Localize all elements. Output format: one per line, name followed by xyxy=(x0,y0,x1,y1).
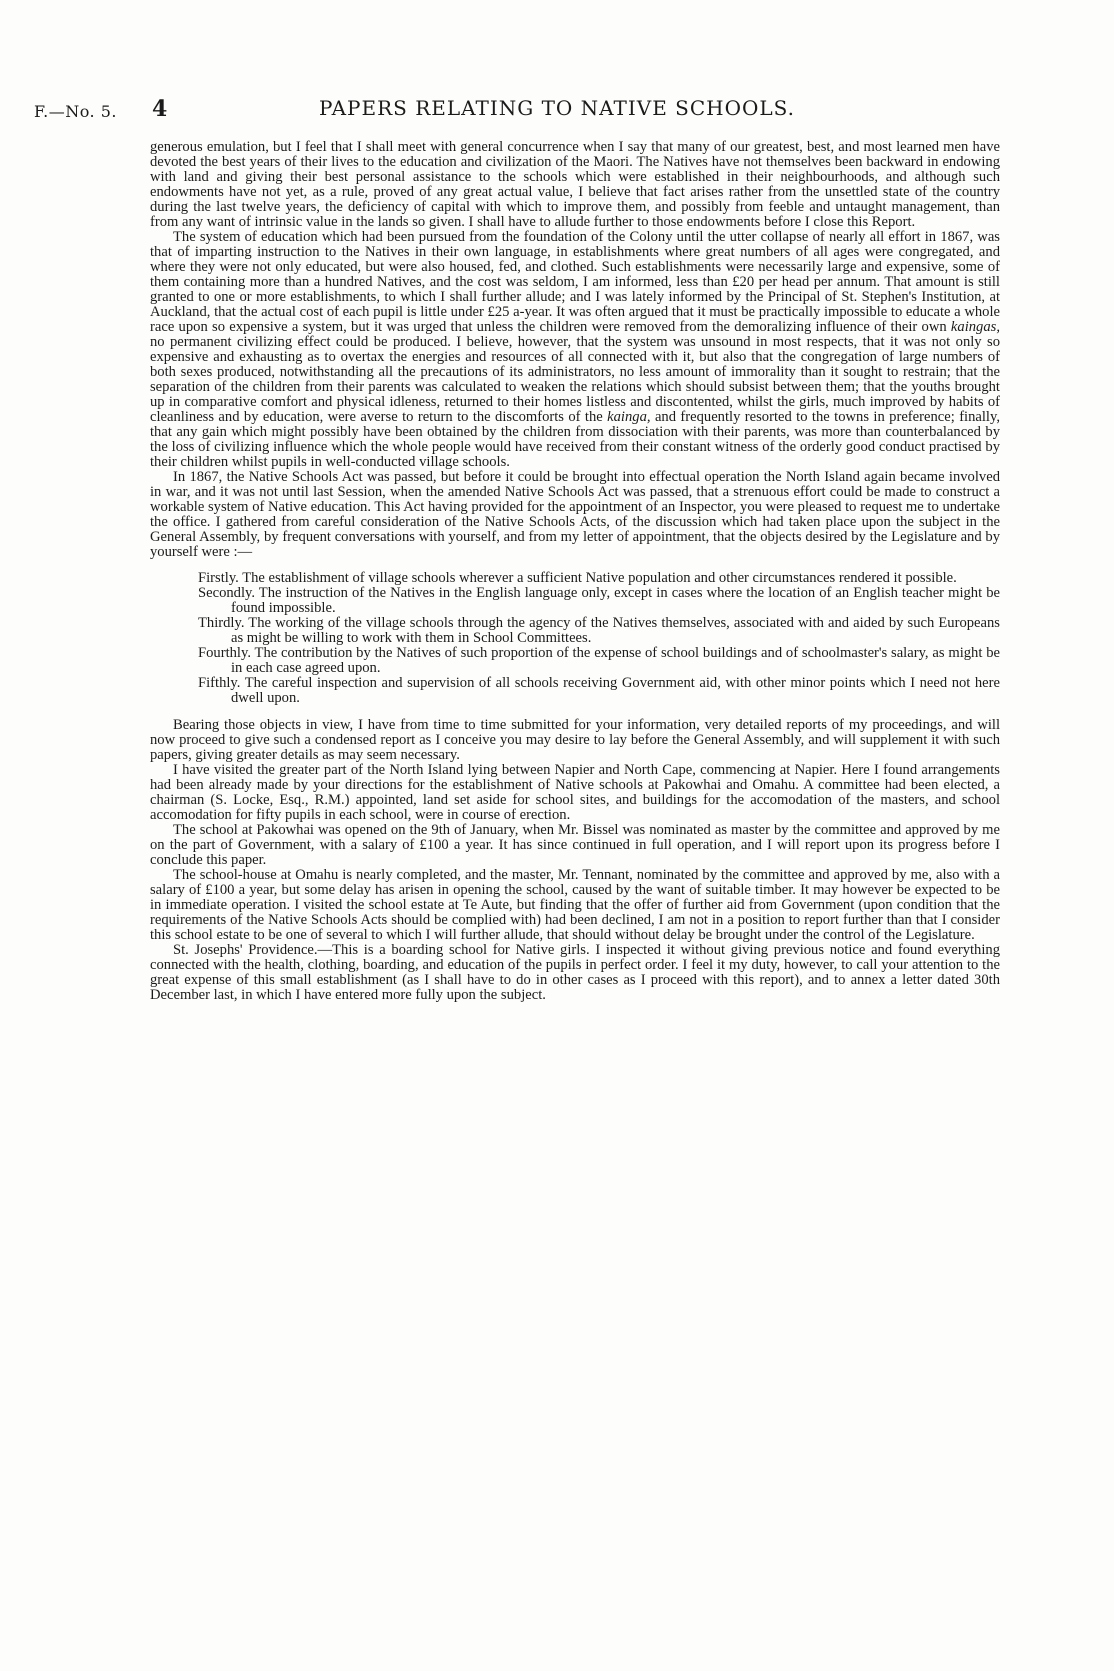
page-header xyxy=(0,96,1114,126)
document-reference: F.—No. 5. xyxy=(34,102,117,121)
running-title: PAPERS RELATING TO NATIVE SCHOOLS. xyxy=(318,96,796,120)
paragraph-system-of-education xyxy=(150,230,1000,470)
list-item: Firstly. The establishment of village schools wherever a sufficient Native population and other circumstances rendered it possible. xyxy=(198,570,957,586)
paragraph-text: The system of education which had been pursued from the foundation of the Colony until the utter collapse of nearly all effort in 1867, was that of imparting instruction to the Natives in their own language, in establishments where great numbers of all ages were congregated, and where they were not only educated, but were also housed, fed, and clothed. Such establishments were necessarily large and expensive, some of them containing more than a hundred Natives, and the cost was seldom, I am informed, less than £20 per head per annum. That amount is still granted to one or more establishments, to which I shall further allude; and I was lately informed by the Principal of St. Stephen's Institution, at Auckland, that the actual cost of each pupil is little under £25 a-year. It was often argued that it must be practically impossible to educate a whole race upon so expensive a system, but it was urged that unless the children were removed from the demoralizing influence of their own xyxy=(150,229,1000,335)
paragraph-bearing-objects: Bearing those objects in view, I have from time to time submitted for your information, very detailed reports of my proceedings, and will now proceed to give such a condensed report as I conceive you may desire to lay before the General Assembly, and will supplement it with such papers, giving greater details as may seem necessary. xyxy=(150,717,1000,763)
paragraph-native-schools-act: In 1867, the Native Schools Act was passed, but before it could be brought into effectual operation the North Island again became involved in war, and it was not until last Session, when the amended Native Schools Act was passed, that a strenuous effort could be made to construct a workable system of Native education. This Act having provided for the appointment of an Inspector, you were pleased to request me to undertake the office. I gathered from careful consideration of the Native Schools Acts, of the discussion which had taken place upon the subject in the General Assembly, by frequent conversations with yourself, and from my letter of appointment, that the objects desired by the Legislature and by yourself were :— xyxy=(150,469,1000,560)
italic-term-kaingas: kaingas, xyxy=(950,319,1000,335)
paragraph-text: and frequently resorted to the towns in preference; finally, that any gain which might possibly have been obtained by the children from dissociation with their parents, was more than counterbalanced by the loss of civilizing influence which the whole people would have received from their constant witness of the orderly good conduct practised by their children whilst pupils in well-conducted village schools. xyxy=(150,409,1000,470)
paragraph-omahu-school: The school-house at Omahu is nearly completed, and the master, Mr. Tennant, nominated by the committee and approved by me, also with a salary of £100 a year, but some delay has arisen in opening the school, caused by the want of suitable timber. It may however be expected to be in immediate operation. I visited the school estate at Te Aute, but finding that the offer of further aid from Government (upon condition that the requirements of the Native Schools Acts should be complied with) had been declined, I am not in a position to report further than that I consider this school estate to be one of several to which I will further allude, that should without delay be brought under the control of the Legislature. xyxy=(150,867,1000,943)
paragraph-text: no permanent civilizing effect could be produced. I believe, however, that the system was unsound in most respects, that it was not only so expensive and exhausting as to overtax the energies and resources of all connected with it, but also that the congregation of large numbers of both sexes produced, notwithstanding all the precautions of its administrators, no less amount of immorality than it sought to restrain; that the separation of the children from their parents was calculated to weaken the relations which should subsist between them; that the youths brought up in comparative comfort and physical idleness, returned to their homes listless and discontented, whilst the girls, much improved by habits of cleanliness and by education, were averse to return to the discomforts of the xyxy=(150,334,1000,425)
italic-term-kainga: kainga, xyxy=(607,409,651,425)
list-item: Secondly. The instruction of the Natives in the English language only, except in cases where the location of an English teacher might be found impossible. xyxy=(198,585,1000,616)
page-number: 4 xyxy=(152,96,168,122)
paragraph-endowments: generous emulation, but I feel that I shall meet with general concurrence when I say that many of our greatest, best, and most learned men have devoted the best years of their lives to the education and civilization of the Maori. The Natives have not themselves been backward in endowing with land and giving their best personal assistance to the schools which were established in their neighbourhoods, and although such endowments have not yet, as a rule, proved of any great actual value, I believe that fact arises rather from the unsettled state of the country during the last twelve years, the deficiency of capital with which to improve them, and possibly from feeble and untaught management, than from any want of intrinsic value in the lands so given. I shall have to allude further to those endowments before I close this Report. xyxy=(150,139,1000,230)
body-text xyxy=(150,140,1000,1003)
paragraph-pakowhai-school: The school at Pakowhai was opened on the 9th of January, when Mr. Bissel was nominated as master by the committee and approved by me on the part of Government, with a salary of £100 a year. It has since continued in full operation, and I will report upon its progress before I conclude this paper. xyxy=(150,822,1000,868)
paragraph-north-island-visit: I have visited the greater part of the North Island lying between Napier and North Cape, commencing at Napier. Here I found arrangements had been already made by your directions for the establishment of Native schools at Pakowhai and Omahu. A committee had been elected, a chairman (S. Locke, Esq., R.M.) appointed, land set aside for school sites, and buildings for the accomodation of the masters, and school accomodation for fifty pupils in each school, were in course of erection. xyxy=(150,762,1000,823)
objects-list xyxy=(198,571,1000,706)
list-item: Fourthly. The contribution by the Natives of such proportion of the expense of school buildings and of schoolmaster's salary, as might be in each case agreed upon. xyxy=(198,645,1000,676)
list-item: Fifthly. The careful inspection and supervision of all schools receiving Government aid, with other minor points which I need not here dwell upon. xyxy=(198,675,1000,706)
list-item: Thirdly. The working of the village schools through the agency of the Natives themselves, associated with and aided by such Europeans as might be willing to work with them in School Committees. xyxy=(198,615,1000,646)
paragraph-st-josephs-providence: St. Josephs' Providence.—This is a boarding school for Native girls. I inspected it without giving previous notice and found everything connected with the health, clothing, boarding, and education of the pupils in perfect order. I feel it my duty, however, to call your attention to the great expense of this small establishment (as I shall have to do in other cases as I proceed with this report), and to annex a letter dated 30th December last, in which I have entered more fully upon the subject. xyxy=(150,942,1000,1003)
